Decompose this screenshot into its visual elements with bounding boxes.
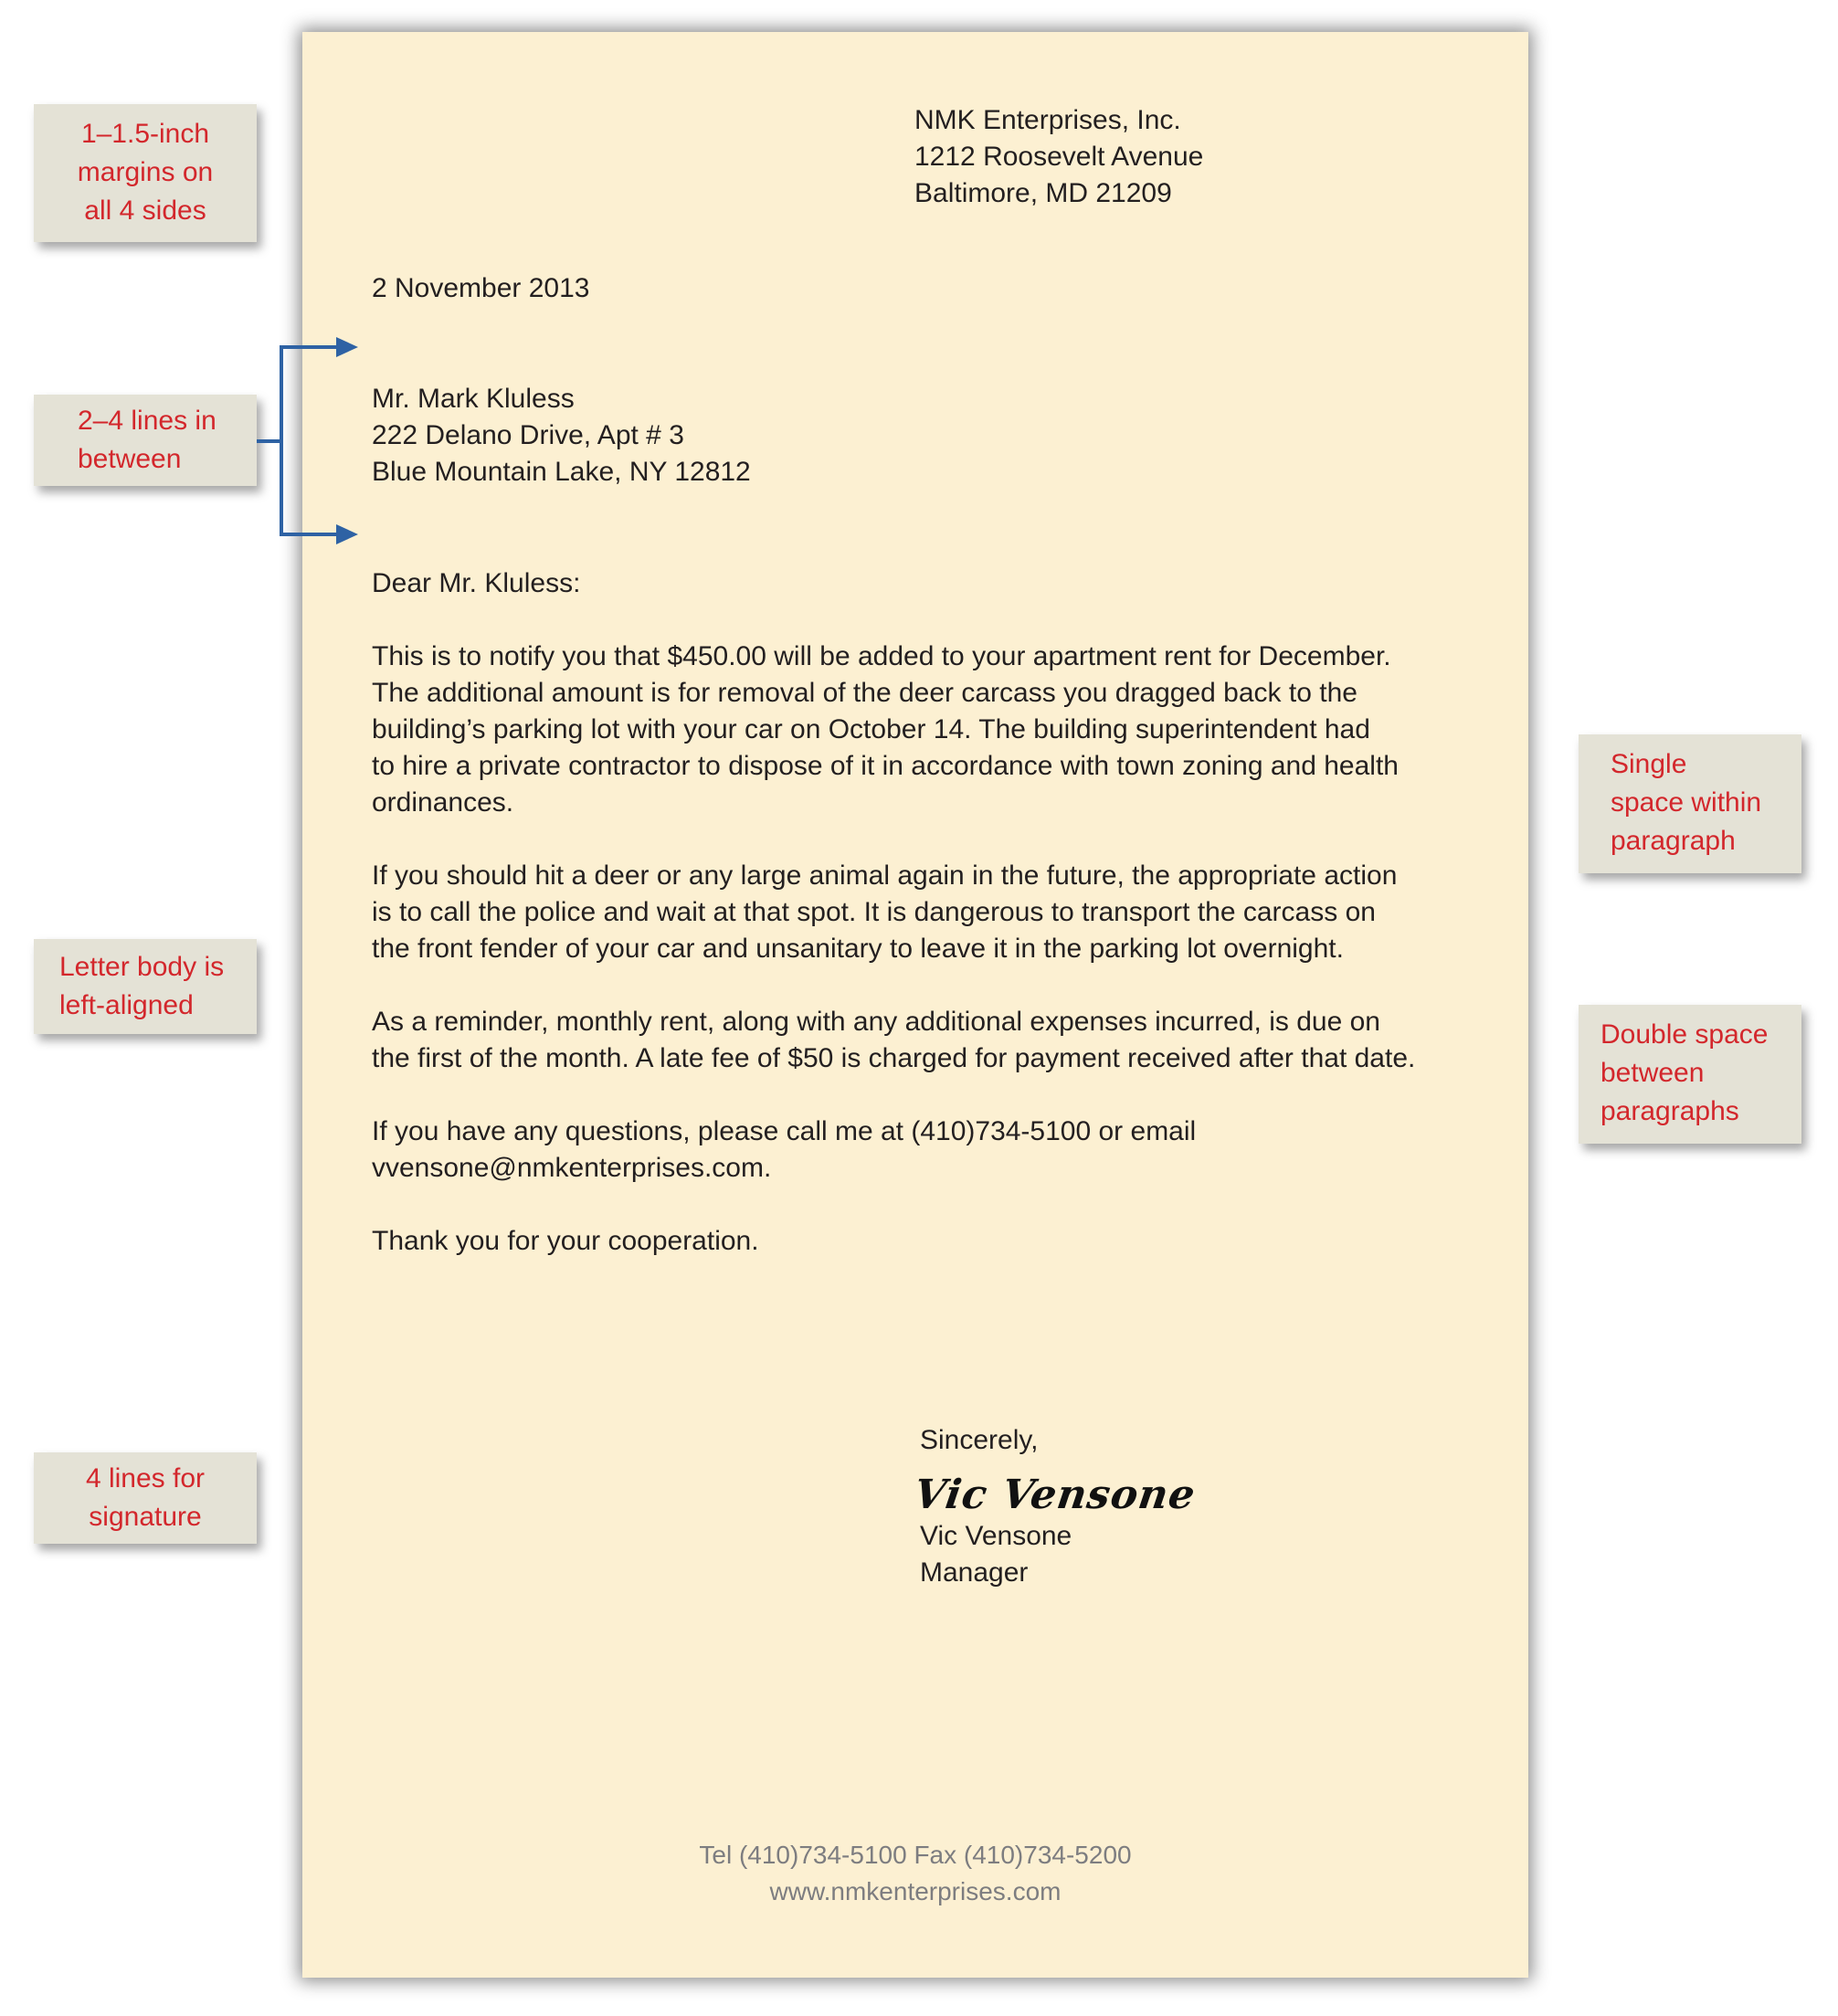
- note-line: paragraph: [1611, 826, 1736, 856]
- paragraph-line: If you should hit a deer or any large animal again in the future, the appropriate action: [372, 860, 1398, 891]
- paragraph-line: This is to notify you that $450.00 will be added to your apartment rent for December.: [372, 641, 1391, 671]
- note-line: 2–4 lines in: [78, 406, 217, 436]
- paragraph-line: building’s parking lot with your car on October 14. The building superintendent had: [372, 714, 1370, 744]
- paragraph-line: If you have any questions, please call me at (410)734-5100 or email: [372, 1116, 1197, 1146]
- salutation: Dear Mr. Kluless:: [372, 568, 581, 598]
- note-line: paragraphs: [1600, 1096, 1739, 1126]
- recipient-line: 222 Delano Drive, Apt # 3: [372, 420, 684, 450]
- recipient-line: Mr. Mark Kluless: [372, 384, 575, 414]
- paragraph-line: vvensone@nmkenterprises.com.: [372, 1153, 772, 1183]
- note-line: space within: [1611, 787, 1762, 818]
- signer-title: Manager: [920, 1557, 1029, 1588]
- note-line: left-aligned: [59, 990, 194, 1020]
- paragraph-line: the front fender of your car and unsanitary to leave it in the parking lot overnight.: [372, 934, 1344, 964]
- arrowhead-upper-icon: [336, 337, 358, 357]
- note-line: all 4 sides: [84, 195, 206, 226]
- complimentary-closing: Sincerely,: [920, 1425, 1039, 1455]
- footer-contact: Tel (410)734-5100 Fax (410)734-5200: [699, 1841, 1132, 1869]
- handwritten-signature: Vic Vensone: [911, 1472, 1199, 1518]
- signer-name: Vic Vensone: [920, 1521, 1072, 1551]
- paragraph-line: ordinances.: [372, 787, 514, 818]
- paragraph-line: is to call the police and wait at that spot. It is dangerous to transport the carcass on: [372, 897, 1376, 927]
- note-line: between: [78, 444, 182, 474]
- note-line: Double space: [1600, 1019, 1769, 1050]
- paragraph-line: the first of the month. A late fee of $50 is charged for payment received after that date.: [372, 1043, 1416, 1073]
- paragraph-line: Thank you for your cooperation.: [372, 1226, 759, 1256]
- paragraph-line: The additional amount is for removal of the deer carcass you dragged back to the: [372, 678, 1357, 708]
- sender-line: NMK Enterprises, Inc.: [914, 105, 1181, 135]
- note-line: Single: [1611, 749, 1687, 779]
- sender-line: Baltimore, MD 21209: [914, 178, 1172, 208]
- note-line: 1–1.5-inch: [80, 119, 210, 149]
- arrowhead-lower-icon: [336, 524, 358, 544]
- recipient-line: Blue Mountain Lake, NY 12812: [372, 457, 751, 487]
- paragraph-line: As a reminder, monthly rent, along with any additional expenses incurred, is due on: [372, 1007, 1380, 1037]
- footer-website: www.nmkenterprises.com: [769, 1877, 1062, 1905]
- letter-date: 2 November 2013: [372, 273, 590, 303]
- note-line: signature: [89, 1502, 202, 1532]
- sender-line: 1212 Roosevelt Avenue: [914, 142, 1204, 172]
- paragraph-line: to hire a private contractor to dispose of it in accordance with town zoning and health: [372, 751, 1399, 781]
- note-line: Letter body is: [59, 952, 225, 982]
- note-line: between: [1600, 1058, 1705, 1088]
- note-line: margins on: [77, 157, 214, 187]
- note-line: 4 lines for: [85, 1463, 206, 1494]
- bracket-line: [281, 347, 340, 534]
